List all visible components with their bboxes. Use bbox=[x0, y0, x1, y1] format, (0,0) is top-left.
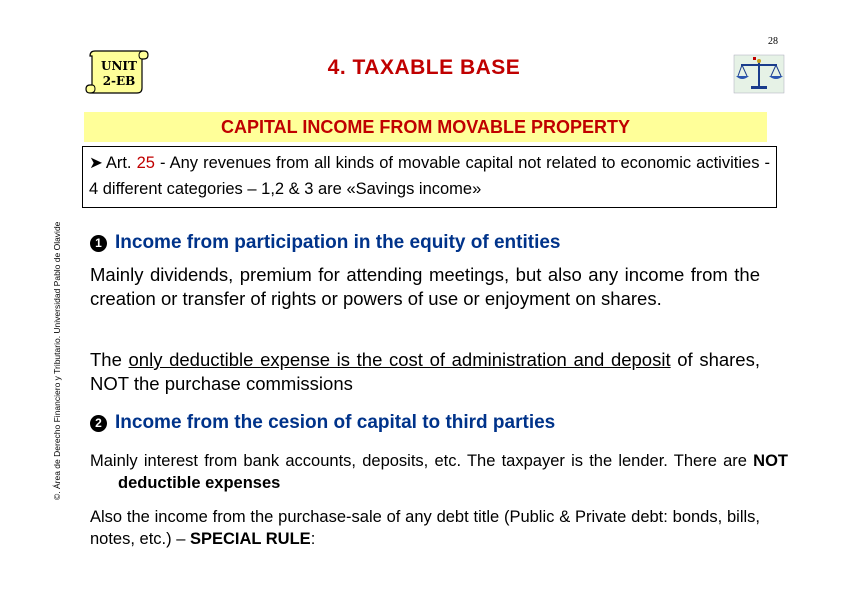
item2-bold: NOT deductible expenses bbox=[118, 452, 788, 492]
arrow-bullet-icon: ➤ bbox=[89, 154, 103, 172]
article-text: - Any revenues from all kinds of movable capital not related to economic activities - 4 different categories – 1,2 & 3 are «Savings income» bbox=[89, 154, 770, 198]
number-two-icon: 2 bbox=[90, 415, 107, 432]
scales-of-justice-icon bbox=[733, 54, 785, 94]
item2-debt-lead: Also the income from the purchase-sale of any debt title (Public & Private debt: bonds, bills, notes, etc.) – bbox=[90, 508, 760, 548]
number-one-icon: 1 bbox=[90, 235, 107, 252]
item1-expense-underlined: only deductible expense is the cost of administration and deposit bbox=[128, 349, 671, 370]
item1-expense-paragraph bbox=[90, 348, 760, 396]
item1-heading bbox=[90, 232, 561, 254]
item1-expense-tail: of shares, NOT the purchase commissions bbox=[90, 349, 760, 394]
item1-expense-lead: The bbox=[90, 349, 129, 370]
unit-code: 2-EB bbox=[102, 74, 136, 88]
item1-paragraph: Mainly dividends, premium for attending meetings, but also any income from the creation or transfer of rights or powers of use or enjoyment on shares. bbox=[90, 264, 760, 309]
unit-label: UNIT bbox=[101, 59, 137, 73]
item2-heading-text: Income from the cesion of capital to third parties bbox=[115, 412, 556, 433]
article-prefix: Art. bbox=[105, 154, 137, 172]
item2-debt-paragraph bbox=[90, 506, 760, 550]
article-number: 25 bbox=[136, 154, 155, 172]
item2-lead: Mainly interest from bank accounts, deposits, etc. The taxpayer is the lender. There are bbox=[90, 452, 754, 470]
special-rule-label: SPECIAL RULE bbox=[189, 530, 311, 548]
item1-heading-text: Income from participation in the equity of entities bbox=[115, 232, 561, 253]
item2-debt-tail: : bbox=[310, 530, 316, 548]
page-title: 4. TAXABLE BASE bbox=[327, 56, 521, 79]
item2-paragraph bbox=[90, 450, 788, 494]
item2-heading bbox=[90, 412, 555, 434]
article-box bbox=[82, 146, 777, 208]
side-credit: ©. Área de Derecho Financiero y Tributario. Universidad Pablo de Olavide bbox=[52, 221, 62, 500]
page-number: 28 bbox=[768, 36, 778, 47]
section-banner: CAPITAL INCOME FROM MOVABLE PROPERTY bbox=[84, 112, 767, 142]
